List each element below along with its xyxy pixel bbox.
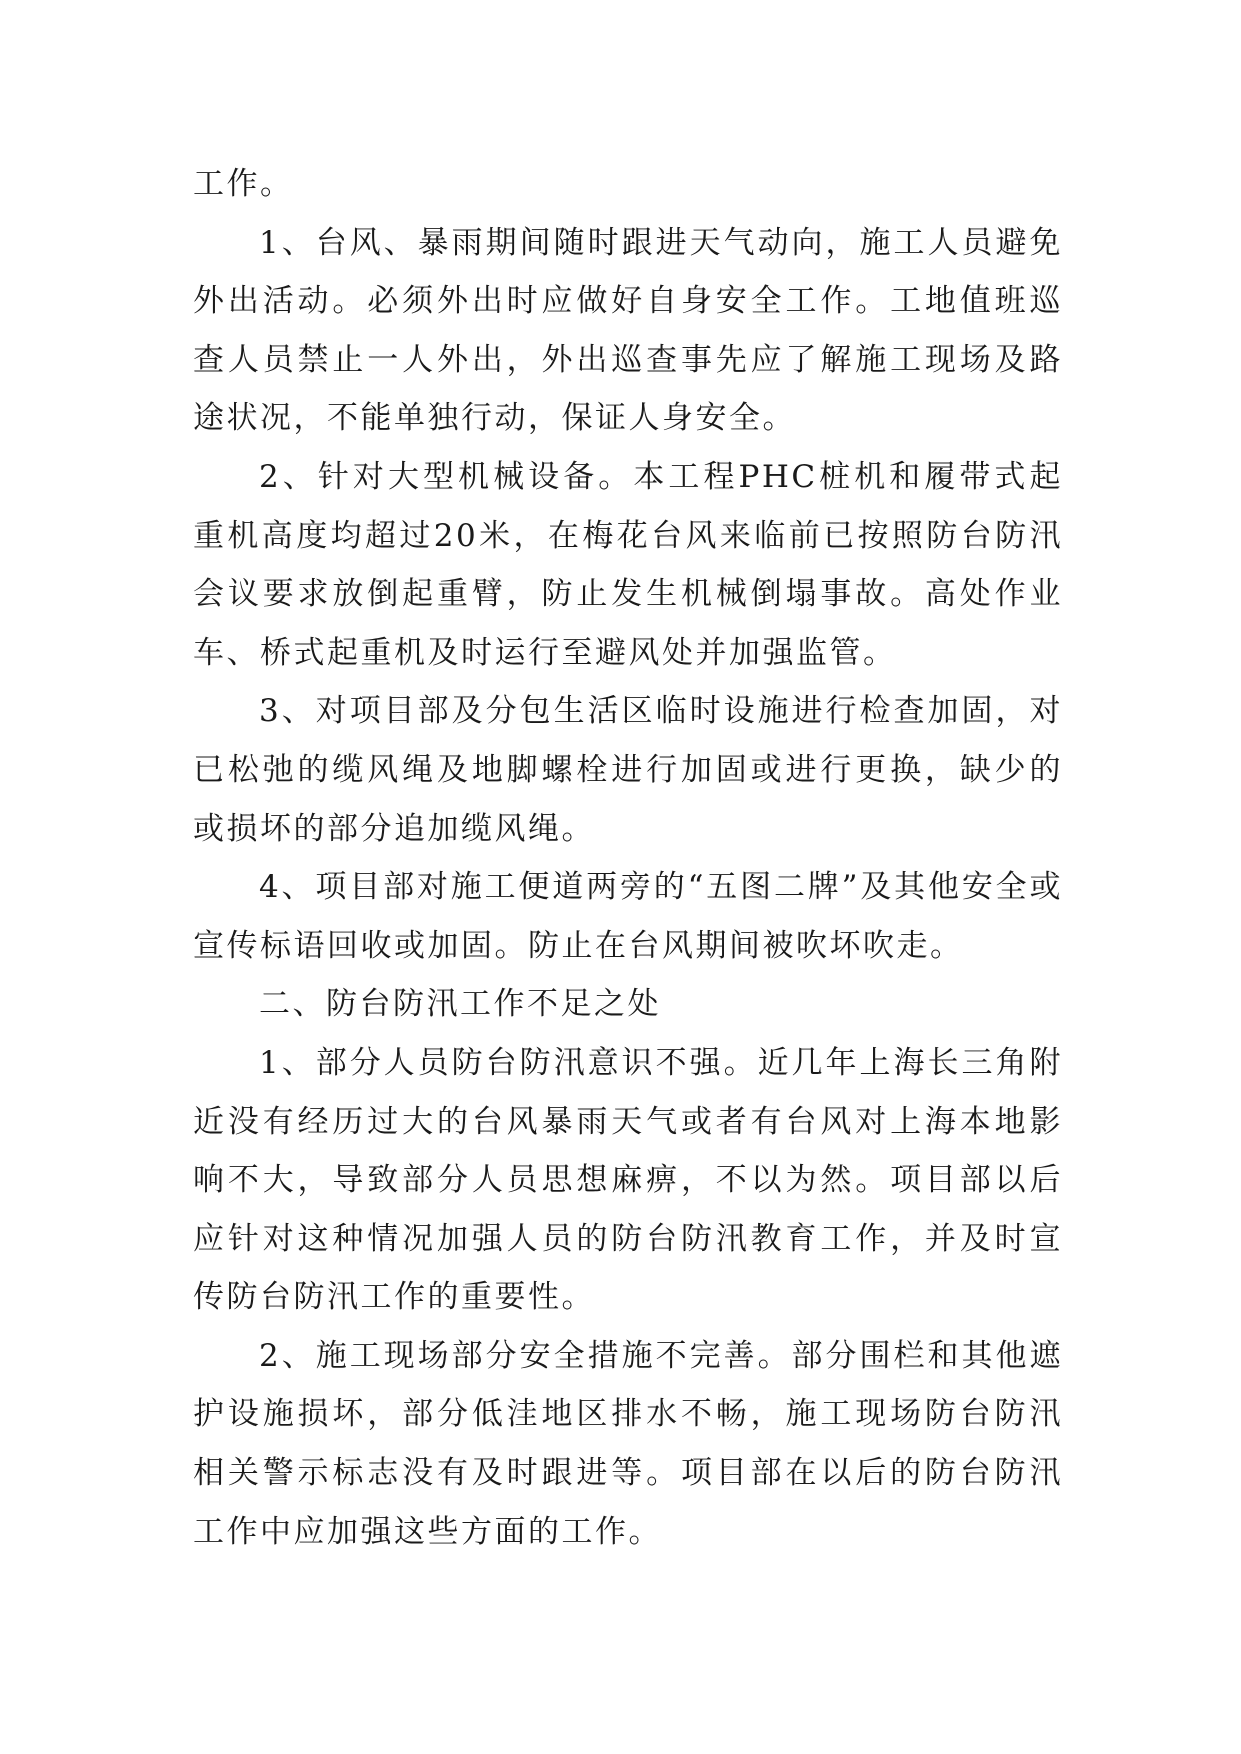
document-body: [193, 155, 1063, 1561]
section-heading-shortcomings: 二、防台防汛工作不足之处: [259, 986, 661, 1023]
paragraph-awareness: 1、部分人员防台防汛意识不强。近几年上海长三角附近没有经历过大的台风暴雨天气或者有台风对上海本地影响不大，导致部分人员思想麻痹，不以为然。项目部以后应针对这种情况加强人员的防台防汛教育工作，并及时宣传防台防汛工作的重要性。: [193, 1044, 1063, 1316]
paragraph-continuation: 工作。: [193, 166, 294, 202]
paragraph-typhoon-rainstorm-measures: 1、台风、暴雨期间随时跟进天气动向，施工人员避免外出活动。必须外出时应做好自身安全工作。工地值班巡查人员禁止一人外出，外出巡查事先应了解施工现场及路途状况，不能单独行动，保证人身安全。: [193, 224, 1063, 437]
paragraph-signage: 4、项目部对施工便道两旁的“五图二牌”及其他安全或宣传标语回收或加固。防止在台风期间被吹坏吹走。: [193, 869, 1063, 964]
paragraph-temporary-facilities: 3、对项目部及分包生活区临时设施进行检查加固，对已松弛的缆风绳及地脚螺栓进行加固或进行更换，缺少的或损坏的部分追加缆风绳。: [193, 693, 1063, 847]
paragraph-safety-measures: 2、施工现场部分安全措施不完善。部分围栏和其他遮护设施损坏，部分低洼地区排水不畅，施工现场防台防汛相关警示标志没有及时跟进等。项目部在以后的防台防汛工作中应加强这些方面的工作。: [193, 1337, 1063, 1550]
paragraph-large-machinery: 2、针对大型机械设备。本工程PHC桩机和履带式起重机高度均超过20米，在梅花台风来临前已按照防台防汛会议要求放倒起重臂，防止发生机械倒塌事故。高处作业车、桥式起重机及时运行至避风处并加强监管。: [193, 458, 1063, 671]
